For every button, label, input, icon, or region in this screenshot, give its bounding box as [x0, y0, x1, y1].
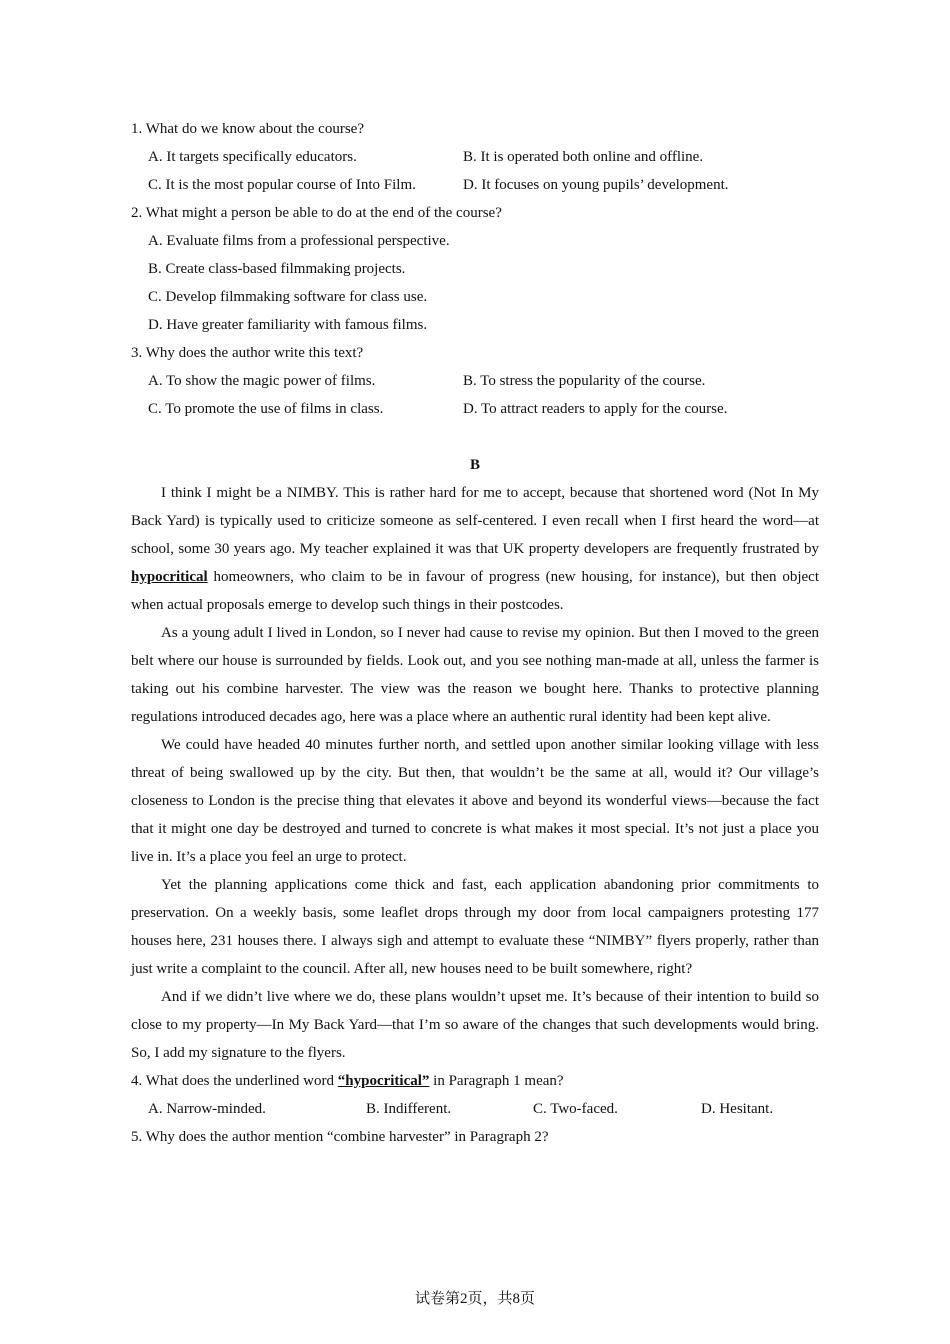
- question-1-options-row-1: [131, 143, 819, 171]
- passage-paragraph-2: As a young adult I lived in London, so I never had cause to revise my opinion. But then I moved to the green belt where our house is surrounded by fields. Look out, and you see nothing man-made at all, unless the farmer is taking out his combine harvester. The view was the reason we bought here. Thanks to protective planning regulations introduced decades ago, here was a place where an authentic rural identity had been kept alive.: [131, 625, 819, 725]
- exam-page: [131, 115, 819, 1151]
- underlined-word-hypocritical: hypocritical: [131, 569, 208, 585]
- question-4-option-b: B. Indifferent.: [366, 1101, 452, 1117]
- question-4-options-row: [131, 1095, 819, 1123]
- passage-paragraph-4: Yet the planning applications come thick and fast, each application abandoning prior commitments to preservation. On a weekly basis, some leaflet drops through my door from local campaigners protesting 177 houses here, 231 houses there. I always sigh and attempt to evaluate these “NIMBY” flyers properly, rather than just write a complaint to the council. After all, new houses need to be built somewhere, right?: [131, 877, 819, 977]
- question-1-options-row-2: [131, 171, 819, 199]
- question-2-stem: 2. What might a person be able to do at the end of the course?: [131, 205, 502, 221]
- question-4-option-d: D. Hesitant.: [701, 1101, 774, 1117]
- page-footer: 试卷第2页，共8页: [414, 1291, 535, 1307]
- question-2-option-d: D. Have greater familiarity with famous films.: [148, 317, 428, 333]
- question-4-option-c: C. Two-faced.: [533, 1101, 618, 1117]
- question-1-stem: 1. What do we know about the course?: [131, 121, 364, 137]
- question-4-stem: [131, 1067, 819, 1095]
- section-b-title: B: [469, 457, 480, 473]
- question-3-stem: 3. Why does the author write this text?: [131, 345, 364, 361]
- question-4-stem-start: 4. What does the underlined word: [131, 1073, 338, 1089]
- question-5-stem: 5. Why does the author mention “combine harvester” in Paragraph 2?: [131, 1129, 549, 1145]
- question-1-option-c: C. It is the most popular course of Into Film.: [148, 177, 416, 193]
- paragraph-1-text-end: homeowners, who claim to be in favour of progress (new housing, for instance), but then object when actual proposals emerge to develop such things in their postcodes.: [131, 569, 819, 613]
- question-4-keyword: “hypocritical”: [337, 1073, 430, 1089]
- question-3-options-row-1: [131, 367, 819, 395]
- question-3-option-a: A. To show the magic power of films.: [148, 373, 376, 389]
- paragraph-1-text-start: I think I might be a NIMBY. This is rather hard for me to accept, because that shortened word (Not In My Back Yard) is typically used to criticize someone as self-centered. I even recall when I first heard the word—at school, some 30 years ago. My teacher explained it was that UK property developers are frequently frustrated by: [131, 485, 819, 557]
- passage-paragraph-1: [131, 479, 819, 619]
- question-2-option-b: B. Create class-based filmmaking projects.: [148, 261, 406, 277]
- question-3-option-b: B. To stress the popularity of the course.: [463, 373, 706, 389]
- question-4-option-a: A. Narrow-minded.: [148, 1101, 266, 1117]
- passage-paragraph-5: And if we didn’t live where we do, these plans wouldn’t upset me. It’s because of their intention to build so close to my property—In My Back Yard—that I’m so aware of the changes that such developments would bring. So, I add my signature to the flyers.: [131, 989, 819, 1061]
- question-1-option-b: B. It is operated both online and offline.: [463, 149, 704, 165]
- question-3-options-row-2: [131, 395, 819, 423]
- question-2-option-c: C. Develop filmmaking software for class use.: [148, 289, 428, 305]
- question-4-stem-end: in Paragraph 1 mean?: [429, 1073, 564, 1089]
- question-3-option-d: D. To attract readers to apply for the course.: [463, 401, 728, 417]
- question-1-option-d: D. It focuses on young pupils’ development.: [463, 177, 729, 193]
- passage-paragraph-3: We could have headed 40 minutes further north, and settled upon another similar looking village with less threat of being swallowed up by the city. But then, that wouldn’t be the same at all, would it? Our village’s closeness to London is the precise thing that elevates it above and beyond its wonderful views—because the fact that it might one day be destroyed and turned to concrete is what makes it most special. It’s not just a place you live in. It’s a place you feel an urge to protect.: [131, 737, 819, 865]
- question-3-option-c: C. To promote the use of films in class.: [148, 401, 384, 417]
- question-1-option-a: A. It targets specifically educators.: [148, 149, 357, 165]
- question-2-option-a: A. Evaluate films from a professional perspective.: [148, 233, 450, 249]
